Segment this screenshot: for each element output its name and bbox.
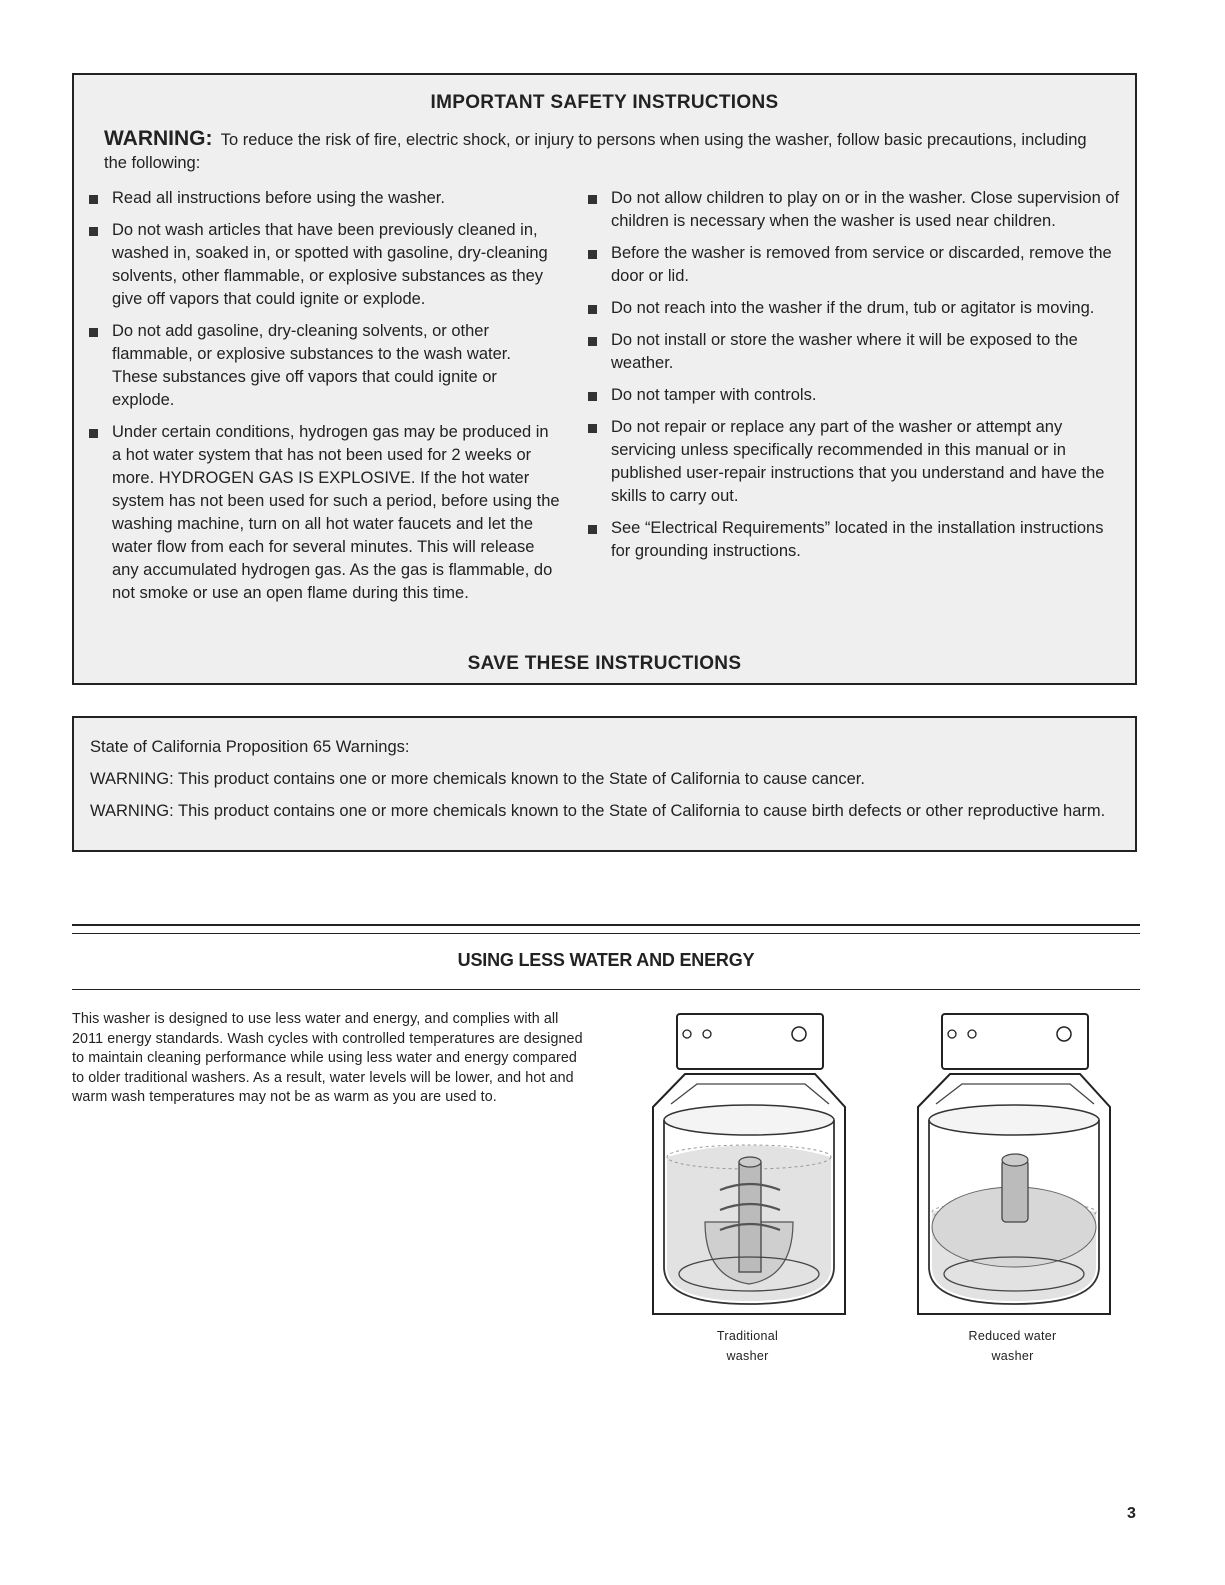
section-top-rule bbox=[72, 924, 1140, 926]
warning-label: WARNING: bbox=[104, 127, 213, 150]
safety-left-column bbox=[86, 187, 561, 614]
safety-item bbox=[86, 320, 561, 412]
safety-item-text: Do not reach into the washer if the drum, tub or agitator is moving. bbox=[611, 299, 1095, 317]
safety-item-text: See “Electrical Requirements” located in the installation instructions for grounding instructions. bbox=[611, 519, 1104, 560]
safety-right-column bbox=[585, 187, 1125, 572]
safety-item-text: Do not repair or replace any part of the washer or attempt any servicing unless specifically recommended in this manual or in published user-repair instructions that you understand and have the skills to carry out. bbox=[611, 418, 1105, 505]
section-top-rule-thin bbox=[72, 933, 1140, 934]
bullet-icon bbox=[89, 227, 98, 236]
reduced-caption-line-1: Reduced water bbox=[968, 1329, 1057, 1343]
bullet-icon bbox=[588, 250, 597, 259]
traditional-washer-caption bbox=[700, 1326, 795, 1366]
warning-text: To reduce the risk of fire, electric shock, or injury to persons when using the washer, follow basic precautions, including the following: bbox=[104, 131, 1087, 172]
section-title: USING LESS WATER AND ENERGY bbox=[457, 950, 755, 970]
safety-item bbox=[585, 416, 1125, 508]
safety-item-text: Do not allow children to play on or in the washer. Close supervision of children is necessary when the washer is used near children. bbox=[611, 189, 1120, 230]
prop65-warning-birth-defects: WARNING: This product contains one or more chemicals known to the State of California to cause birth defects or other reproductive harm. bbox=[90, 802, 1106, 820]
water-energy-body: This washer is designed to use less water and energy, and complies with all 2011 energy standards. Wash cycles with controlled temperatures are designed to maintain cleaning performance while using less water and energy compared to older traditional washers. As a result, water levels will be lower, and hot and warm wash temperatures may not be as warm as you are used to. bbox=[72, 1011, 583, 1105]
traditional-caption-line-2: washer bbox=[726, 1349, 769, 1363]
safety-title: IMPORTANT SAFETY INSTRUCTIONS bbox=[430, 92, 779, 113]
safety-item bbox=[86, 219, 561, 311]
safety-item bbox=[86, 421, 561, 605]
bullet-icon bbox=[89, 195, 98, 204]
safety-item-text: Before the washer is removed from service or discarded, remove the door or lid. bbox=[611, 244, 1112, 285]
safety-item-text: Under certain conditions, hydrogen gas may be produced in a hot water system that has not been used for 2 weeks or more. HYDROGEN GAS IS EXPLOSIVE. If the hot water system has not been used for such a period, before using the washing machine, turn on all hot water faucets and let the water flow from each for several minutes. This will release any accumulated hydrogen gas. As the gas is flammable, do not smoke or use an open flame during this time. bbox=[112, 423, 560, 602]
bullet-icon bbox=[588, 305, 597, 314]
bullet-icon bbox=[588, 424, 597, 433]
safety-instructions-box bbox=[72, 73, 1137, 685]
reduced-washer-caption bbox=[955, 1326, 1070, 1366]
safety-item-text: Do not add gasoline, dry-cleaning solvents, or other flammable, or explosive substances to the wash water. These substances give off vapors that could ignite or explode. bbox=[112, 322, 511, 409]
reduced-water-washer-illustration bbox=[910, 1012, 1115, 1317]
traditional-washer-illustration bbox=[645, 1012, 850, 1317]
safety-item bbox=[585, 517, 1125, 563]
reduced-caption-line-2: washer bbox=[991, 1349, 1034, 1363]
bullet-icon bbox=[588, 392, 597, 401]
bullet-icon bbox=[588, 337, 597, 346]
prop65-box bbox=[72, 716, 1137, 852]
safety-item-text: Do not install or store the washer where it will be exposed to the weather. bbox=[611, 331, 1078, 372]
section-bottom-rule bbox=[72, 989, 1140, 990]
prop65-heading: State of California Proposition 65 Warnings: bbox=[90, 738, 410, 756]
prop65-warning-cancer: WARNING: This product contains one or more chemicals known to the State of California to cause cancer. bbox=[90, 770, 865, 788]
safety-warning bbox=[104, 127, 1095, 175]
page-number: 3 bbox=[1127, 1505, 1136, 1522]
safety-item bbox=[585, 329, 1125, 375]
safety-item bbox=[585, 187, 1125, 233]
safety-item-text: Do not tamper with controls. bbox=[611, 386, 817, 404]
safety-item-text: Do not wash articles that have been previously cleaned in, washed in, soaked in, or spotted with gasoline, dry-cleaning solvents, other flammable, or explosive substances as they give off vapors that could ignite or explode. bbox=[112, 221, 548, 308]
traditional-caption-line-1: Traditional bbox=[716, 1329, 779, 1343]
safety-item-text: Read all instructions before using the washer. bbox=[112, 189, 445, 207]
safety-item bbox=[86, 187, 561, 210]
safety-item bbox=[585, 242, 1125, 288]
safety-item bbox=[585, 297, 1125, 320]
save-instructions-title: SAVE THESE INSTRUCTIONS bbox=[467, 653, 742, 674]
bullet-icon bbox=[588, 195, 597, 204]
bullet-icon bbox=[89, 328, 98, 337]
safety-item bbox=[585, 384, 1125, 407]
bullet-icon bbox=[89, 429, 98, 438]
bullet-icon bbox=[588, 525, 597, 534]
